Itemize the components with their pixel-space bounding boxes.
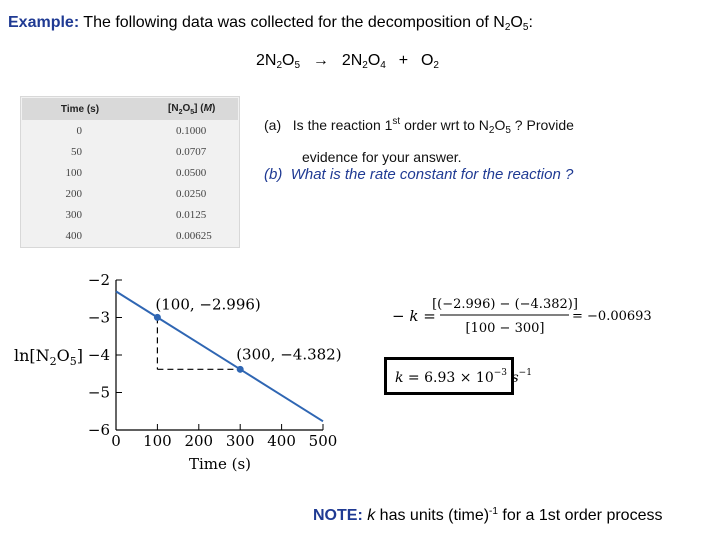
header-part: O bbox=[182, 102, 191, 114]
product-sub: 2 bbox=[433, 60, 439, 71]
slope-denominator: [100 − 300] bbox=[465, 321, 545, 336]
rate-constant: $k = 6.93 \times 10^{-3}$ $s^{-1}$ bbox=[395, 368, 532, 386]
header-part: ] ( bbox=[194, 102, 204, 114]
slope-result: = −0.00693 bbox=[572, 309, 652, 324]
x-tick-label: 200 bbox=[184, 432, 214, 450]
example-label: Example: bbox=[8, 14, 80, 31]
header-part: [N bbox=[168, 102, 179, 114]
x-tick-label: 100 bbox=[143, 432, 172, 450]
header-part: ) bbox=[211, 102, 216, 114]
x-tick-label: 0 bbox=[111, 432, 121, 450]
table-row bbox=[22, 162, 238, 183]
rate-constant-expression bbox=[387, 360, 532, 392]
question-b bbox=[264, 166, 573, 183]
note bbox=[313, 506, 662, 525]
time-cell: 400 bbox=[65, 229, 82, 242]
question-a-o: O bbox=[494, 117, 506, 133]
table-row bbox=[22, 141, 238, 162]
slope-lhs: − k = bbox=[392, 307, 436, 325]
x-axis-label: Time (s) bbox=[188, 455, 252, 473]
question-b-label: (b) bbox=[264, 166, 283, 183]
rate-constant-box bbox=[384, 357, 532, 395]
product-sub: 2 bbox=[362, 60, 368, 71]
x-tick-label: 400 bbox=[267, 432, 296, 450]
x-tick-label: 500 bbox=[308, 432, 338, 450]
question-a-sup: st bbox=[392, 116, 401, 127]
slope-calculation bbox=[388, 290, 658, 344]
plot-labels bbox=[155, 295, 341, 363]
page-title bbox=[8, 14, 533, 33]
question-a-line2: evidence for your answer. bbox=[302, 149, 462, 165]
title-sub: 5 bbox=[522, 22, 529, 33]
time-cell: 200 bbox=[65, 187, 82, 200]
table-header-time: Time (s) bbox=[22, 98, 138, 120]
product-o: O bbox=[367, 52, 381, 69]
y-axis-label: $\ln[N_2O_5]$ bbox=[14, 346, 84, 368]
time-cell: 100 bbox=[65, 166, 82, 179]
question-b-text: What is the rate constant for the reaction ? bbox=[290, 166, 574, 183]
title-text: The following data was collected for the decomposition of N bbox=[79, 14, 505, 31]
title-colon: : bbox=[528, 14, 533, 31]
note-text: has units (time) bbox=[375, 507, 490, 524]
question-a-sub: 5 bbox=[505, 125, 511, 136]
question-a-label: (a) bbox=[264, 117, 282, 133]
concentration-cell: 0.0250 bbox=[176, 187, 207, 200]
table-header-row bbox=[22, 98, 238, 120]
table-header-concentration bbox=[138, 98, 238, 120]
y-tick-label: −3 bbox=[87, 308, 110, 327]
data-point bbox=[154, 314, 161, 321]
arrow-icon: → bbox=[312, 52, 329, 69]
header-unit: M bbox=[203, 102, 212, 114]
title-sub: 2 bbox=[504, 22, 511, 33]
ln-concentration-plot bbox=[0, 262, 350, 480]
product-1: 2N bbox=[341, 52, 363, 69]
product-2: O bbox=[420, 52, 434, 69]
concentration-cell: 0.0707 bbox=[176, 145, 207, 158]
title-o: O bbox=[510, 14, 523, 31]
time-cell: 50 bbox=[71, 145, 82, 158]
data-table bbox=[22, 98, 238, 246]
y-tick-label: −5 bbox=[87, 383, 110, 402]
concentration-cell: 0.0500 bbox=[176, 166, 207, 179]
product-sub: 4 bbox=[380, 60, 386, 71]
data-point bbox=[237, 366, 244, 373]
concentration-cell: 0.0125 bbox=[176, 208, 207, 221]
reactant-sub: 5 bbox=[294, 60, 301, 71]
concentration-cell: 0.00625 bbox=[176, 229, 212, 242]
y-tick-label: −4 bbox=[87, 346, 110, 364]
question-a-sub: 2 bbox=[488, 125, 495, 136]
x-tick-label: 300 bbox=[225, 432, 255, 450]
question-a-text: Is the reaction 1 bbox=[292, 117, 393, 133]
y-tick-label: −2 bbox=[87, 271, 110, 289]
question-a bbox=[264, 108, 674, 171]
note-label: NOTE: bbox=[313, 507, 363, 524]
question-a-text: order wrt to N bbox=[400, 117, 489, 133]
point-label: (300, −4.382) bbox=[236, 345, 342, 364]
reactant-o: O bbox=[282, 52, 295, 69]
point-label: (100, −2.996) bbox=[155, 295, 261, 314]
header-sub: 2 bbox=[178, 108, 183, 116]
reaction-equation bbox=[256, 52, 439, 71]
y-tick-label: −6 bbox=[87, 421, 110, 439]
time-cell: 0 bbox=[76, 124, 82, 137]
note-sup: -1 bbox=[489, 506, 498, 517]
question-a-line1 bbox=[264, 108, 674, 144]
note-text: for a 1st order process bbox=[497, 507, 663, 524]
table-row bbox=[22, 120, 238, 141]
plus-sign: + bbox=[398, 52, 409, 69]
data-table-panel bbox=[20, 96, 240, 248]
note-k: k bbox=[367, 507, 376, 524]
slope-numerator: [(−2.996) − (−4.382)] bbox=[432, 297, 578, 312]
reactant-sub: 2 bbox=[276, 60, 283, 71]
header-sub: 5 bbox=[190, 108, 195, 116]
table-row bbox=[22, 183, 238, 204]
table-row bbox=[22, 204, 238, 225]
time-cell: 300 bbox=[65, 208, 82, 221]
reactant: 2N bbox=[256, 52, 277, 69]
concentration-cell: 0.1000 bbox=[176, 124, 207, 137]
question-a-text: ? Provide bbox=[510, 117, 574, 133]
table-row bbox=[22, 225, 238, 246]
